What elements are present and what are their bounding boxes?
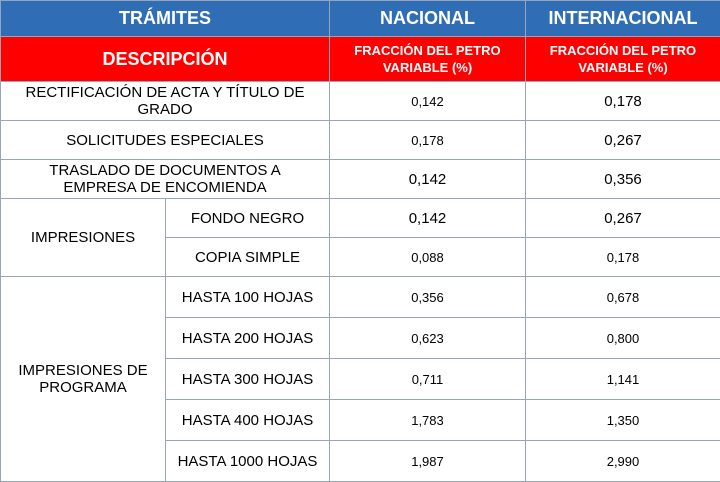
tramites-header: TRÁMITES	[1, 1, 330, 37]
table-row	[1, 121, 720, 160]
rectificacion-label	[1, 82, 330, 121]
subheader-row	[1, 37, 720, 82]
hasta-200-internacional: 0,800	[526, 318, 720, 359]
hasta-1000-internacional: 2,990	[526, 441, 720, 482]
impresiones-programa-line2: PROGRAMA	[5, 379, 161, 396]
fondo-negro-nacional: 0,142	[330, 199, 526, 238]
internacional-subheader-line2: VARIABLE (%)	[530, 59, 716, 76]
hasta-100-label: HASTA 100 HOJAS	[166, 277, 330, 318]
traslado-nacional: 0,142	[330, 160, 526, 199]
nacional-subheader-line1: FRACCIÓN DEL PETRO	[334, 42, 521, 59]
traslado-label-line2: EMPRESA DE ENCOMIENDA	[5, 179, 325, 196]
hasta-300-internacional: 1,141	[526, 359, 720, 400]
table-row	[1, 199, 720, 238]
solicitudes-label: SOLICITUDES ESPECIALES	[1, 121, 330, 160]
descripcion-header: DESCRIPCIÓN	[1, 37, 330, 82]
hasta-1000-nacional: 1,987	[330, 441, 526, 482]
hasta-400-label: HASTA 400 HOJAS	[166, 400, 330, 441]
hasta-300-label: HASTA 300 HOJAS	[166, 359, 330, 400]
table-row	[1, 82, 720, 121]
hasta-200-label: HASTA 200 HOJAS	[166, 318, 330, 359]
internacional-header: INTERNACIONAL	[526, 1, 720, 37]
solicitudes-nacional: 0,178	[330, 121, 526, 160]
header-row	[1, 1, 720, 37]
fondo-negro-internacional: 0,267	[526, 199, 720, 238]
rectificacion-label-line1: RECTIFICACIÓN DE ACTA Y TÍTULO DE	[5, 84, 325, 101]
traslado-label	[1, 160, 330, 199]
impresiones-label: IMPRESIONES	[1, 199, 166, 277]
impresiones-programa-line1: IMPRESIONES DE	[5, 362, 161, 379]
nacional-subheader	[330, 37, 526, 82]
table-row	[1, 160, 720, 199]
hasta-400-nacional: 1,783	[330, 400, 526, 441]
traslado-label-line1: TRASLADO DE DOCUMENTOS A	[5, 162, 325, 179]
internacional-subheader-line1: FRACCIÓN DEL PETRO	[530, 42, 716, 59]
table-row	[1, 277, 720, 318]
hasta-300-nacional: 0,711	[330, 359, 526, 400]
impresiones-programa-label	[1, 277, 166, 482]
hasta-100-nacional: 0,356	[330, 277, 526, 318]
hasta-100-internacional: 0,678	[526, 277, 720, 318]
solicitudes-internacional: 0,267	[526, 121, 720, 160]
traslado-internacional: 0,356	[526, 160, 720, 199]
copia-simple-nacional: 0,088	[330, 238, 526, 277]
hasta-400-internacional: 1,350	[526, 400, 720, 441]
rectificacion-internacional: 0,178	[526, 82, 720, 121]
rectificacion-nacional: 0,142	[330, 82, 526, 121]
hasta-200-nacional: 0,623	[330, 318, 526, 359]
fondo-negro-label: FONDO NEGRO	[166, 199, 330, 238]
rectificacion-label-line2: GRADO	[5, 101, 325, 118]
copia-simple-internacional: 0,178	[526, 238, 720, 277]
copia-simple-label: COPIA SIMPLE	[166, 238, 330, 277]
hasta-1000-label: HASTA 1000 HOJAS	[166, 441, 330, 482]
nacional-subheader-line2: VARIABLE (%)	[334, 59, 521, 76]
nacional-header: NACIONAL	[330, 1, 526, 37]
internacional-subheader	[526, 37, 720, 82]
